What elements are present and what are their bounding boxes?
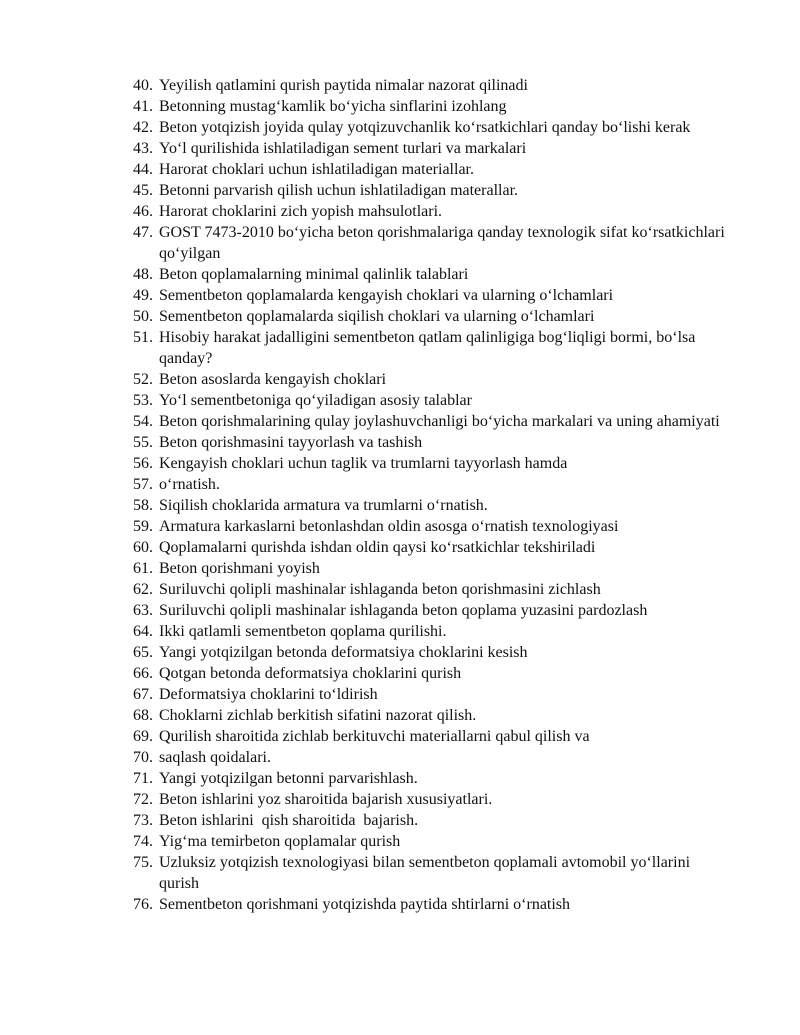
item-number: 72. — [133, 791, 153, 808]
item-number: 73. — [133, 812, 153, 829]
item-text: Sementbeton qoplamalarda kengayish choklari va ularning oʻlchamlari — [159, 287, 614, 304]
list-item — [133, 579, 733, 600]
list-item — [133, 726, 733, 747]
item-number: 51. — [133, 329, 153, 346]
item-number: 63. — [133, 602, 153, 619]
item-text: Betonni parvarish qilish uchun ishlatiladigan materallar. — [159, 182, 519, 199]
item-number: 68. — [133, 707, 153, 724]
list-item — [133, 474, 733, 495]
item-text: Qotgan betonda deformatsiya choklarini qurish — [159, 665, 462, 682]
item-text: Beton asoslarda kengayish choklari — [159, 371, 387, 388]
list-item — [133, 705, 733, 726]
list-item — [133, 894, 733, 915]
item-number: 48. — [133, 266, 153, 283]
list-item — [133, 327, 733, 369]
list-item — [133, 369, 733, 390]
list-item — [133, 138, 733, 159]
list-item — [133, 432, 733, 453]
item-text: Choklarni zichlab berkitish sifatini nazorat qilish. — [159, 707, 477, 724]
item-text: Armatura karkaslarni betonlashdan oldin asosga oʻrnatish texnologiyasi — [159, 518, 619, 535]
item-number: 44. — [133, 161, 153, 178]
item-text: Harorat choklarini zich yopish mahsulotlari. — [159, 203, 443, 220]
item-number: 58. — [133, 497, 153, 514]
item-number: 65. — [133, 644, 153, 661]
item-text: Yoʻl qurilishida ishlatiladigan sement turlari va markalari — [159, 140, 527, 157]
item-text: Qoplamalarni qurishda ishdan oldin qaysi koʻrsatkichlar tekshiriladi — [159, 539, 596, 556]
item-number: 53. — [133, 392, 153, 409]
item-text: Siqilish choklarida armatura va trumlarni oʻrnatish. — [159, 497, 488, 514]
question-list — [133, 75, 733, 915]
item-text: Yoʻl sementbetoniga qoʻyiladigan asosiy talablar — [159, 392, 472, 409]
list-item — [133, 642, 733, 663]
item-text: Harorat choklari uchun ishlatiladigan materiallar. — [159, 161, 474, 178]
item-number: 46. — [133, 203, 153, 220]
item-text: Yangi yotqizilgan betonni parvarishlash. — [159, 770, 418, 787]
item-text: Beton qorishmani yoyish — [159, 560, 320, 577]
list-item — [133, 663, 733, 684]
list-item — [133, 684, 733, 705]
list-item — [133, 516, 733, 537]
item-number: 49. — [133, 287, 153, 304]
item-number: 52. — [133, 371, 153, 388]
item-number: 55. — [133, 434, 153, 451]
item-number: 59. — [133, 518, 153, 535]
item-number: 62. — [133, 581, 153, 598]
item-number: 67. — [133, 686, 153, 703]
item-number: 54. — [133, 413, 153, 430]
list-item — [133, 852, 733, 894]
list-item — [133, 96, 733, 117]
list-item — [133, 75, 733, 96]
item-number: 76. — [133, 896, 153, 913]
list-item — [133, 117, 733, 138]
list-item — [133, 159, 733, 180]
item-number: 69. — [133, 728, 153, 745]
item-text: Beton qoplamalarning minimal qalinlik talablari — [159, 266, 469, 283]
item-number: 41. — [133, 98, 153, 115]
list-item — [133, 621, 733, 642]
item-text: Suriluvchi qolipli mashinalar ishlaganda beton qoplama yuzasini pardozlash — [159, 602, 648, 619]
list-item — [133, 285, 733, 306]
list-item — [133, 306, 733, 327]
list-item — [133, 747, 733, 768]
item-number: 56. — [133, 455, 153, 472]
list-item — [133, 495, 733, 516]
item-text: Beton qorishmasini tayyorlash va tashish — [159, 434, 423, 451]
list-item — [133, 180, 733, 201]
item-text: Qurilish sharoitida zichlab berkituvchi materiallarni qabul qilish va — [159, 728, 590, 745]
item-number: 70. — [133, 749, 153, 766]
item-number: 71. — [133, 770, 153, 787]
item-number: 45. — [133, 182, 153, 199]
list-item — [133, 768, 733, 789]
list-item — [133, 831, 733, 852]
item-text: Kengayish choklari uchun taglik va trumlarni tayyorlash hamda — [159, 455, 568, 472]
item-number: 47. — [133, 224, 153, 241]
item-text: Beton qorishmalarining qulay joylashuvchanligi boʻyicha markalari va uning ahamiyati — [159, 413, 720, 430]
list-item — [133, 453, 733, 474]
item-number: 40. — [133, 77, 153, 94]
item-text: Ikki qatlamli sementbeton qoplama qurilishi. — [159, 623, 447, 640]
list-item — [133, 558, 733, 579]
list-item — [133, 810, 733, 831]
item-number: 42. — [133, 119, 153, 136]
list-item — [133, 411, 733, 432]
list-item — [133, 789, 733, 810]
item-text: Uzluksiz yotqizish texnologiyasi bilan sementbeton qoplamali avtomobil yoʻllarini qurish — [159, 854, 695, 892]
item-text: GOST 7473-2010 boʻyicha beton qorishmalariga qanday texnologik sifat koʻrsatkichlari qoʻyilgan — [159, 224, 729, 262]
item-number: 43. — [133, 140, 153, 157]
list-item — [133, 201, 733, 222]
item-text: Beton ishlarini qish sharoitida bajarish. — [159, 812, 419, 829]
list-item — [133, 264, 733, 285]
item-number: 50. — [133, 308, 153, 325]
item-text: Yigʻma temirbeton qoplamalar qurish — [159, 833, 401, 850]
item-number: 60. — [133, 539, 153, 556]
item-text: Beton yotqizish joyida qulay yotqizuvchanlik koʻrsatkichlari qanday boʻlishi kerak — [159, 119, 691, 136]
item-text: Yangi yotqizilgan betonda deformatsiya choklarini kesish — [159, 644, 528, 661]
item-number: 61. — [133, 560, 153, 577]
item-text: Suriluvchi qolipli mashinalar ishlaganda beton qorishmasini zichlash — [159, 581, 601, 598]
item-text: saqlash qoidalari. — [159, 749, 271, 766]
item-text: Sementbeton qoplamalarda siqilish choklari va ularning oʻlchamlari — [159, 308, 595, 325]
item-number: 75. — [133, 854, 153, 871]
list-item — [133, 390, 733, 411]
item-number: 57. — [133, 476, 153, 493]
list-item — [133, 600, 733, 621]
item-text: Yeyilish qatlamini qurish paytida nimalar nazorat qilinadi — [159, 77, 528, 94]
list-item — [133, 222, 733, 264]
item-text: Betonning mustagʻkamlik boʻyicha sinflarini izohlang — [159, 98, 507, 115]
item-number: 64. — [133, 623, 153, 640]
item-text: Deformatsiya choklarini toʻldirish — [159, 686, 378, 703]
item-text: Hisobiy harakat jadalligini sementbeton qatlam qalinligiga bogʻliqligi bormi, boʻlsa qanday? — [159, 329, 700, 367]
item-text: oʻrnatish. — [159, 476, 220, 493]
item-text: Beton ishlarini yoz sharoitida bajarish xususiyatlari. — [159, 791, 493, 808]
list-item — [133, 537, 733, 558]
item-number: 74. — [133, 833, 153, 850]
item-number: 66. — [133, 665, 153, 682]
item-text: Sementbeton qorishmani yotqizishda paytida shtirlarni oʻrnatish — [159, 896, 571, 913]
